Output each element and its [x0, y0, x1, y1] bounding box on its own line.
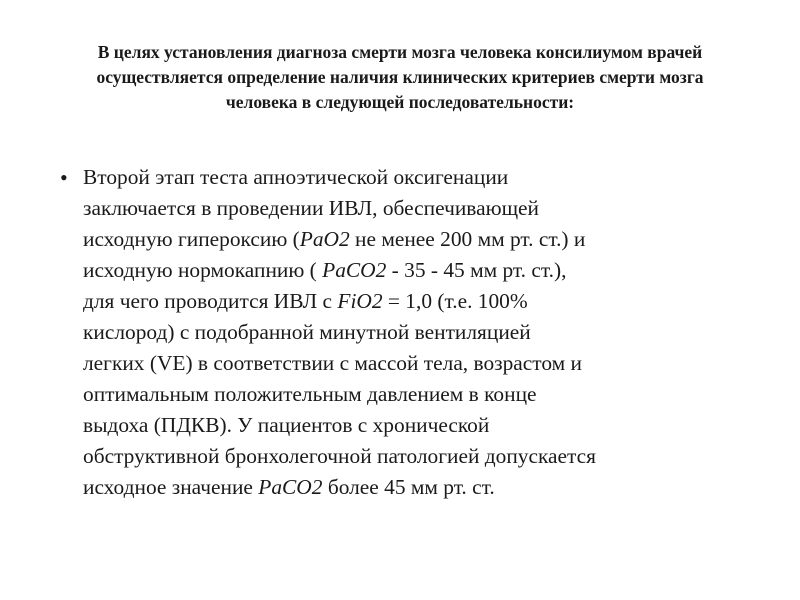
heading-line: осуществляется определение наличия клинических критериев смерти мозга — [96, 67, 704, 87]
italic-term: FiO2 — [337, 289, 383, 313]
bullet-item — [0, 162, 800, 503]
bullet-text-line: Второй этап теста апноэтической оксигенации — [83, 165, 509, 189]
bullet-text-line: оптимальным положительным давлением в конце — [83, 382, 537, 406]
bullet-text-line: кислород) с подобранной минутной вентиляцией — [83, 320, 531, 344]
bullet-text-line: заключается в проведении ИВЛ, обеспечивающей — [83, 196, 539, 220]
italic-term: PaCO2 — [322, 258, 387, 282]
italic-term: PaCO2 — [258, 475, 323, 499]
bullet-text-line: исходную нормокапнию ( PaCO2 - 35 - 45 мм рт. ст.), — [83, 258, 567, 282]
bullet-text-line: обструктивной бронхолегочной патологией допускается — [83, 444, 596, 468]
bullet-text — [83, 162, 800, 503]
bullet-text-line: выдоха (ПДКВ). У пациентов с хронической — [83, 413, 490, 437]
slide-heading — [8, 40, 792, 115]
heading-line: человека в следующей последовательности: — [225, 92, 575, 112]
bullet-text-line: исходную гипероксию (PaO2 не менее 200 мм рт. ст.) и — [83, 227, 586, 251]
bullet-list — [0, 162, 800, 503]
bullet-text-line: для чего проводится ИВЛ с FiO2 = 1,0 (т.е. 100% — [83, 289, 528, 313]
italic-term: PaO2 — [299, 227, 350, 251]
heading-line: В целях установления диагноза смерти мозга человека консилиумом врачей — [97, 42, 703, 62]
bullet-text-line: легких (VE) в соответствии с массой тела, возрастом и — [83, 351, 582, 375]
bullet-text-line: исходное значение PaCO2 более 45 мм рт. ст. — [83, 475, 495, 499]
bullet-icon: • — [60, 165, 68, 190]
